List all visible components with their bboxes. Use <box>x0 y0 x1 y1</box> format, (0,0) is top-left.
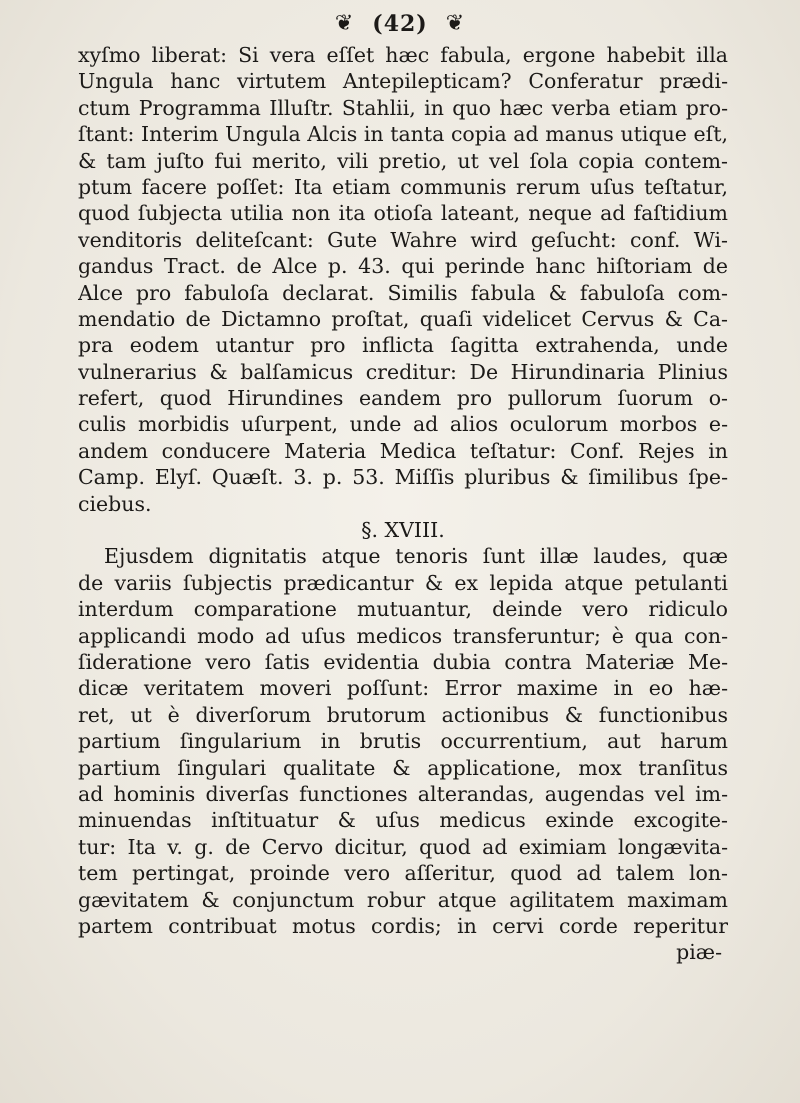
page-number: (42) <box>372 11 428 37</box>
text-line: ctum Programma Illuſtr. Stahlii, in quo hæc verba etiam pro- <box>78 95 728 120</box>
right-ornament-icon: ❦ <box>445 11 466 36</box>
text-line: mendatio de Dictamno proſtat, quaſi videlicet Cervus & Ca- <box>78 306 728 331</box>
text-line: partium ſingularium in brutis occurrentium, aut harum <box>78 729 728 754</box>
section-heading: §. XVIII. <box>361 518 445 543</box>
text-line: ad hominis diverſas functiones alterandas, augendas vel im- <box>78 781 728 806</box>
text-line: ptum facere poſſet: Ita etiam communis rerum uſus teſtatur, <box>78 174 728 199</box>
text-line: gandus Tract. de Alce p. 43. qui perinde hanc hiſtoriam de <box>78 254 728 279</box>
text-line: pra eodem utantur pro inflicta ſagitta extrahenda, unde <box>78 333 728 358</box>
page-header <box>0 6 800 42</box>
text-line: vulnerarius & balſamicus creditur: De Hirundinaria Plinius <box>78 359 728 384</box>
text-line: minuendas inſtituatur & uſus medicus exinde excogite- <box>78 808 728 833</box>
text-line: quod ſubjecta utilia non ita otioſa lateant, neque ad faſtidium <box>78 201 728 226</box>
text-line: xyſmo liberat: Si vera eſſet hæc fabula, ergone habebit illa <box>78 43 728 67</box>
text-line: tur: Ita v. g. de Cervo dicitur, quod ad eximiam longævita- <box>78 834 728 859</box>
text-line: refert, quod Hirundines eandem pro pullorum ſuorum o- <box>78 386 728 411</box>
left-ornament-icon: ❦ <box>334 11 355 36</box>
text-line: culis morbidis uſurpent, unde ad alios oculorum morbos e- <box>78 412 728 437</box>
text-line: piæ- <box>676 940 722 965</box>
text-line: Ungula hanc virtutem Antepilepticam? Conferatur prædi- <box>78 69 728 94</box>
text-line: tem pertingat, proinde vero aſſeritur, quod ad talem lon- <box>78 861 728 886</box>
text-line: Ejusdem dignitatis atque tenoris ſunt illæ laudes, quæ <box>104 544 728 569</box>
text-line: ciebus. <box>78 491 152 516</box>
text-line: ret, ut è diverſorum brutorum actionibus & functionibus <box>78 702 728 727</box>
text-line: andem conducere Materia Medica teſtatur: Conf. Rejes in <box>78 438 728 463</box>
text-line: partium ſingulari qualitate & applicatione, mox tranſitus <box>78 755 728 780</box>
text-line: Alce pro fabuloſa declarat. Similis fabula & fabuloſa com- <box>78 280 728 305</box>
text-line: dicæ veritatem moveri poſſunt: Error maxime in eo hæ- <box>78 676 728 701</box>
text-line: gævitatem & conjunctum robur atque agilitatem maximam <box>78 887 728 912</box>
text-line: de variis ſubjectis prædicantur & ex lepida atque petulanti <box>78 570 728 595</box>
text-line: venditoris deliteſcant: Gute Wahre wird geſucht: conf. Wi- <box>78 227 728 252</box>
text-line: partem contribuat motus cordis; in cervi corde reperitur <box>78 913 728 938</box>
text-line: applicandi modo ad uſus medicos transferuntur; è qua con- <box>78 623 728 648</box>
text-line: ſideratione vero ſatis evidentia dubia contra Materiæ Me- <box>78 649 728 674</box>
text-line: ſtant: Interim Ungula Alcis in tanta copia ad manus utique eſt, <box>78 122 728 147</box>
text-line: interdum comparatione mutuantur, deinde vero ridiculo <box>78 597 728 622</box>
page-body-text <box>78 42 728 966</box>
text-line: & tam juſto fui merito, vili pretio, ut vel ſola copia contem- <box>78 148 728 173</box>
text-line: Camp. Elyſ. Quæſt. 3. p. 53. Miſſis pluribus & ſimilibus ſpe- <box>78 465 728 490</box>
